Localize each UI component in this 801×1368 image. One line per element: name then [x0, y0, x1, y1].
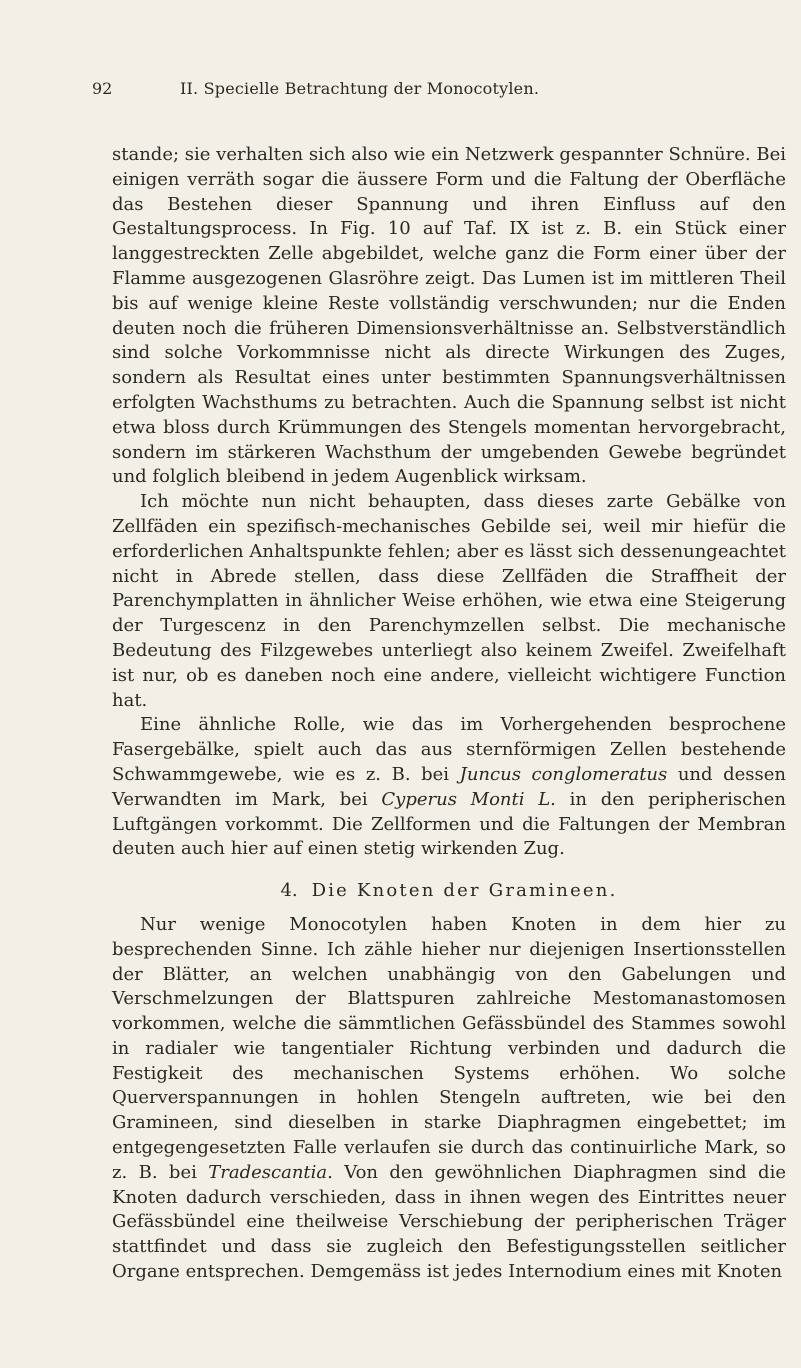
paragraph [112, 913, 786, 1285]
running-head: II. Specielle Betrachtung der Monocotylen. [180, 79, 540, 98]
page-header [92, 76, 782, 102]
text-run: in den peripherischen Luftgängen vorkommt. Die Zellformen und die Faltungen der Membran deuten auch hier auf einen stetig wirkenden Zug. [112, 788, 787, 860]
paragraph [112, 713, 786, 862]
species-name: Juncus conglomeratus [459, 763, 668, 785]
genus-name: Tradescantia [208, 1161, 328, 1183]
species-name: Cyperus Monti L. [381, 788, 556, 810]
text-run: Nur wenige Monocotylen haben Knoten in dem hier zu besprechenden Sinne. Ich zähle hieher nur diejenigen Insertionsstellen der Blätter, an welchen unabhängig von den Gabelungen und Verschmelzungen der Blattspuren zahlreiche Mestomanastomosen vorkommen, welche die sämmtlichen Gefässbündel des Stammes sowohl in radialer wie tangentialer Richtung verbinden und dadurch die Festigkeit des mechanischen Systems erhöhen. Wo solche Querverspannungen in hohlen Stengeln auftreten, wie bei den Gramineen, sind dieselben in starke Diaphragmen eingebettet; im entgegengesetzten Falle verlaufen sie durch das continuirliche Mark, so z. B. bei [112, 913, 786, 1183]
section-title: Die Knoten der Gramineen. [311, 880, 618, 902]
page-number: 92 [92, 79, 113, 98]
paragraph: Ich möchte nun nicht behaupten, dass dieses zarte Gebälke von Zellfäden ein spezifisch-mechanisches Gebilde sei, weil mir hiefür die erforderlichen Anhaltspunkte fehlen; aber es lässt sich dessenungeachtet nicht in Abrede stellen, dass diese Zellfäden die Straffheit der Parenchymplatten in ähnlicher Weise erhöhen, wie etwa eine Steigerung der Turgescenz in den Parenchymzellen selbst. Die mechanische Bedeutung des Filzgewebes unterliegt also keinem Zweifel. Zweifelhaft ist nur, ob es daneben noch eine andere, vielleicht wichtigere Function hat. [112, 491, 786, 711]
section-heading [112, 879, 786, 904]
text-run: . Von den gewöhnlichen Diaphragmen sind die Knoten dadurch verschieden, dass in ihnen wegen des Eintrittes neuer Gefässbündel eine theilweise Verschiebung der peripherischen Träger stattfindet und dass sie zugleich den Befestigungsstellen seitlicher Organe entsprechen. Demgemäss ist jedes Internodium eines mit Knoten [112, 1161, 786, 1283]
body-text [112, 143, 786, 1285]
text-run: und dessen Verwandten im Mark, bei [112, 763, 787, 810]
text-run: Eine ähnliche Rolle, wie das im Vorhergehenden besprochene Fasergebälke, spielt auch das aus sternförmigen Zellen bestehende Schwammgewebe, wie es z. B. bei [112, 714, 786, 785]
paragraph: stande; sie verhalten sich also wie ein Netzwerk gespannter Schnüre. Bei einigen verräth sogar die äussere Form und die Faltung der Oberfläche das Bestehen dieser Spannung und ihren Einfluss auf den Gestaltungsprocess. In Fig. 10 auf Taf. IX ist z. B. ein Stück einer langgestreckten Zelle abgebildet, welche ganz die Form einer über der Flamme ausgezogenen Glasröhre zeigt. Das Lumen ist im mittleren Theil bis auf wenige kleine Reste vollständig verschwunden; nur die Enden deuten noch die früheren Dimensionsverhältnisse an. Selbstverständlich sind solche Vorkommnisse nicht als directe Wirkungen des Zuges, sondern als Resultat eines unter bestimmten Spannungsverhältnissen erfolgten Wachsthums zu betrachten. Auch die Spannung selbst ist nicht etwa bloss durch Krümmungen des Stengels momentan hervorgebracht, sondern im stärkeren Wachsthum der umgebenden Gewebe begründet und folglich bleibend in jedem Augenblick wirksam. [112, 144, 786, 488]
section-number: 4. [280, 880, 298, 902]
